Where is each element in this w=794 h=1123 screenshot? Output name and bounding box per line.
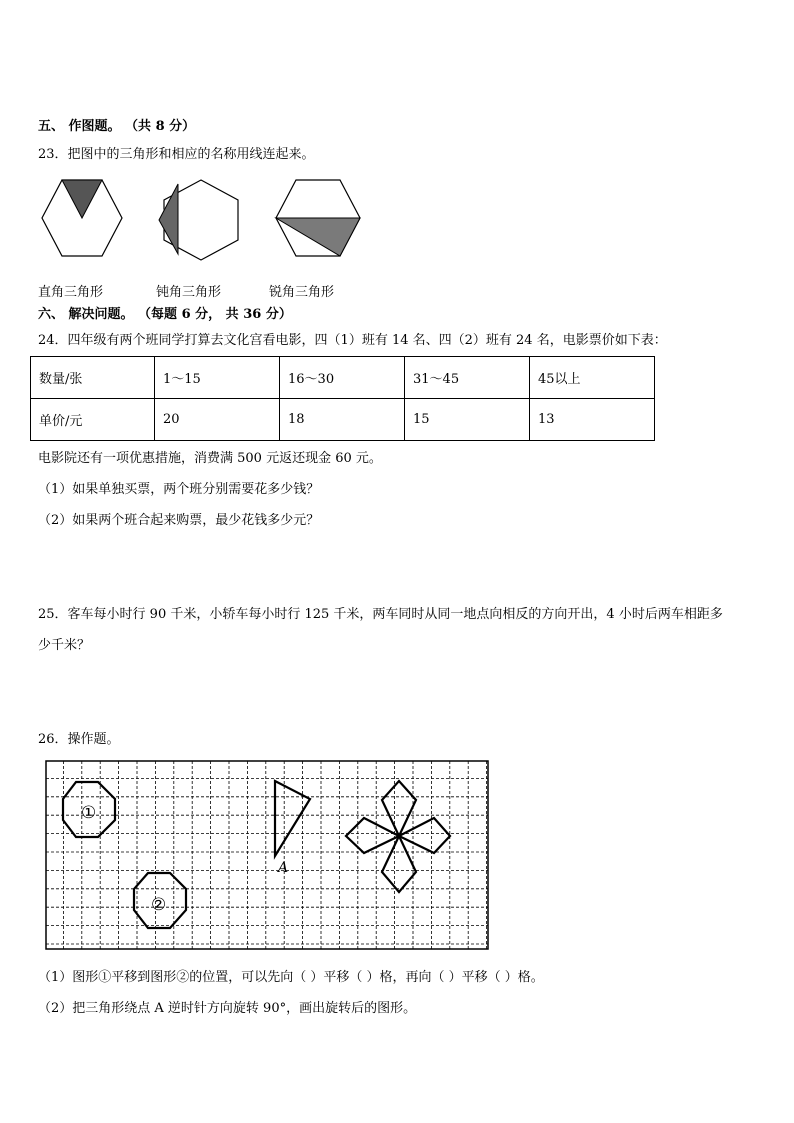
hexagon-figure-2 (158, 180, 238, 260)
question-26-sub1: （1）图形①平移到图形②的位置，可以先向（ ）平移（ ）格，再向（ ）平移（ ）格。 (38, 970, 544, 985)
section-6-heading: 六、 解决问题。 （每题 6 分， 共 36 分） (38, 307, 292, 322)
section-5-heading: 五、 作图题。 （共 8 分） (38, 119, 196, 134)
question-26-sub2: （2）把三角形绕点 A 逆时针方向旋转 90°，画出旋转后的图形。 (38, 1001, 417, 1016)
table-cell: 15 (405, 399, 530, 441)
question-25-line1: 25．客车每小时行 90 千米，小轿车每小时行 125 千米，两车同时从同一地点向相反的方向开出，4 小时后两车相距多 (38, 607, 723, 622)
question-24-sub2: （2）如果两个班合起来购票，最少花钱多少元？ (38, 513, 320, 528)
label-obtuse-triangle: 钝角三角形 (156, 285, 222, 300)
operation-grid-figure (45, 760, 489, 950)
table-cell: 数量/张 (31, 357, 155, 399)
ticket-price-table (30, 356, 655, 441)
table-cell: 13 (530, 399, 655, 441)
table-cell: 单价/元 (31, 399, 155, 441)
table-row (31, 357, 655, 399)
table-cell: 20 (155, 399, 280, 441)
q23-hexagon-figures (38, 176, 378, 266)
label-acute-triangle: 锐角三角形 (269, 285, 335, 300)
label-right-triangle: 直角三角形 (38, 285, 104, 300)
table-cell: 1～15 (155, 357, 280, 399)
question-24-note: 电影院还有一项优惠措施，消费满 500 元返还现金 60 元。 (38, 451, 382, 466)
shape-2-label: ② (151, 895, 167, 915)
flower-shape (346, 781, 450, 892)
table-cell: 18 (280, 399, 405, 441)
table-cell: 16～30 (280, 357, 405, 399)
hexagon-figure-3 (276, 180, 360, 256)
grid-border (46, 761, 488, 949)
question-26-text: 26．操作题。 (38, 732, 120, 747)
shape-1-label: ① (81, 803, 97, 823)
table-row (31, 399, 655, 441)
point-a-label: A (278, 860, 289, 876)
table-cell: 31～45 (405, 357, 530, 399)
question-23-text: 23．把图中的三角形和相应的名称用线连起来。 (38, 147, 315, 162)
triangle-shape (275, 781, 310, 856)
question-24-text: 24．四年级有两个班同学打算去文化宫看电影，四（1）班有 14 名、四（2）班有 24 名，电影票价如下表： (38, 333, 667, 348)
question-25-line2: 少千米？ (38, 638, 91, 653)
table-cell: 45以上 (530, 357, 655, 399)
question-24-sub1: （1）如果单独买票，两个班分别需要花多少钱？ (38, 482, 320, 497)
hexagon-figure-1 (42, 180, 122, 256)
